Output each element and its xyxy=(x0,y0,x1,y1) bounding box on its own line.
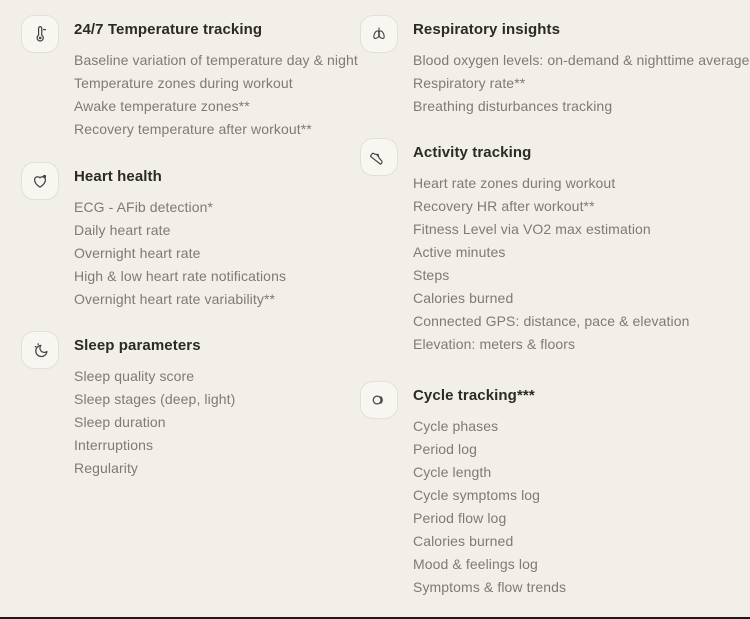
feature-item: Cycle length xyxy=(413,464,492,480)
feature-list xyxy=(74,49,358,141)
section-title: 24/7 Temperature tracking xyxy=(74,21,263,38)
section-respiratory-insights xyxy=(360,15,750,118)
section-title: Heart health xyxy=(74,168,162,185)
feature-list xyxy=(413,172,690,356)
section-title: Sleep parameters xyxy=(74,337,201,354)
feature-item: Recovery temperature after workout** xyxy=(74,121,312,137)
feature-item: Awake temperature zones** xyxy=(74,98,250,114)
feature-item: Breathing disturbances tracking xyxy=(413,98,613,114)
feature-item: Sleep quality score xyxy=(74,368,195,384)
feature-item: Cycle symptoms log xyxy=(413,487,541,503)
feature-item: Sleep duration xyxy=(74,414,166,430)
shoe-icon xyxy=(360,138,398,176)
feature-list xyxy=(413,49,750,118)
section-cycle-tracking xyxy=(360,381,566,599)
section-title: Cycle tracking*** xyxy=(413,387,535,404)
feature-item: Calories burned xyxy=(413,290,514,306)
feature-item: ECG - AFib detection* xyxy=(74,199,214,215)
feature-item: Daily heart rate xyxy=(74,222,171,238)
feature-item: Period log xyxy=(413,441,478,457)
feature-item: Sleep stages (deep, light) xyxy=(74,391,236,407)
section-title: Activity tracking xyxy=(413,144,532,161)
heart-icon xyxy=(21,162,59,200)
feature-item: High & low heart rate notifications xyxy=(74,268,287,284)
feature-item: Steps xyxy=(413,267,450,283)
feature-item: Connected GPS: distance, pace & elevation xyxy=(413,313,690,329)
section-title: Respiratory insights xyxy=(413,21,561,38)
feature-item: Recovery HR after workout** xyxy=(413,198,595,214)
feature-item: Heart rate zones during workout xyxy=(413,175,616,191)
feature-item: Overnight heart rate variability** xyxy=(74,291,276,307)
feature-item: Active minutes xyxy=(413,244,506,260)
feature-item: Temperature zones during workout xyxy=(74,75,293,91)
feature-item: Baseline variation of temperature day & night xyxy=(74,52,358,68)
section-heart-health xyxy=(21,162,286,311)
section-temperature-tracking xyxy=(21,15,358,141)
feature-item: Respiratory rate** xyxy=(413,75,526,91)
thermometer-icon xyxy=(21,15,59,53)
feature-item: Cycle phases xyxy=(413,418,499,434)
feature-list xyxy=(74,365,235,480)
moon-icon xyxy=(21,331,59,369)
feature-list xyxy=(413,415,566,599)
lungs-icon xyxy=(360,15,398,53)
feature-item: Period flow log xyxy=(413,510,507,526)
section-activity-tracking xyxy=(360,138,690,356)
feature-item: Mood & feelings log xyxy=(413,556,538,572)
cycle-icon xyxy=(360,381,398,419)
feature-item: Elevation: meters & floors xyxy=(413,336,576,352)
feature-item: Regularity xyxy=(74,460,139,476)
section-sleep-parameters xyxy=(21,331,235,480)
feature-item: Interruptions xyxy=(74,437,154,453)
feature-item: Symptoms & flow trends xyxy=(413,579,567,595)
feature-item: Blood oxygen levels: on-demand & nighttime average xyxy=(413,52,750,68)
feature-item: Fitness Level via VO2 max estimation xyxy=(413,221,651,237)
feature-item: Overnight heart rate xyxy=(74,245,201,261)
feature-list xyxy=(74,196,286,311)
feature-item: Calories burned xyxy=(413,533,514,549)
